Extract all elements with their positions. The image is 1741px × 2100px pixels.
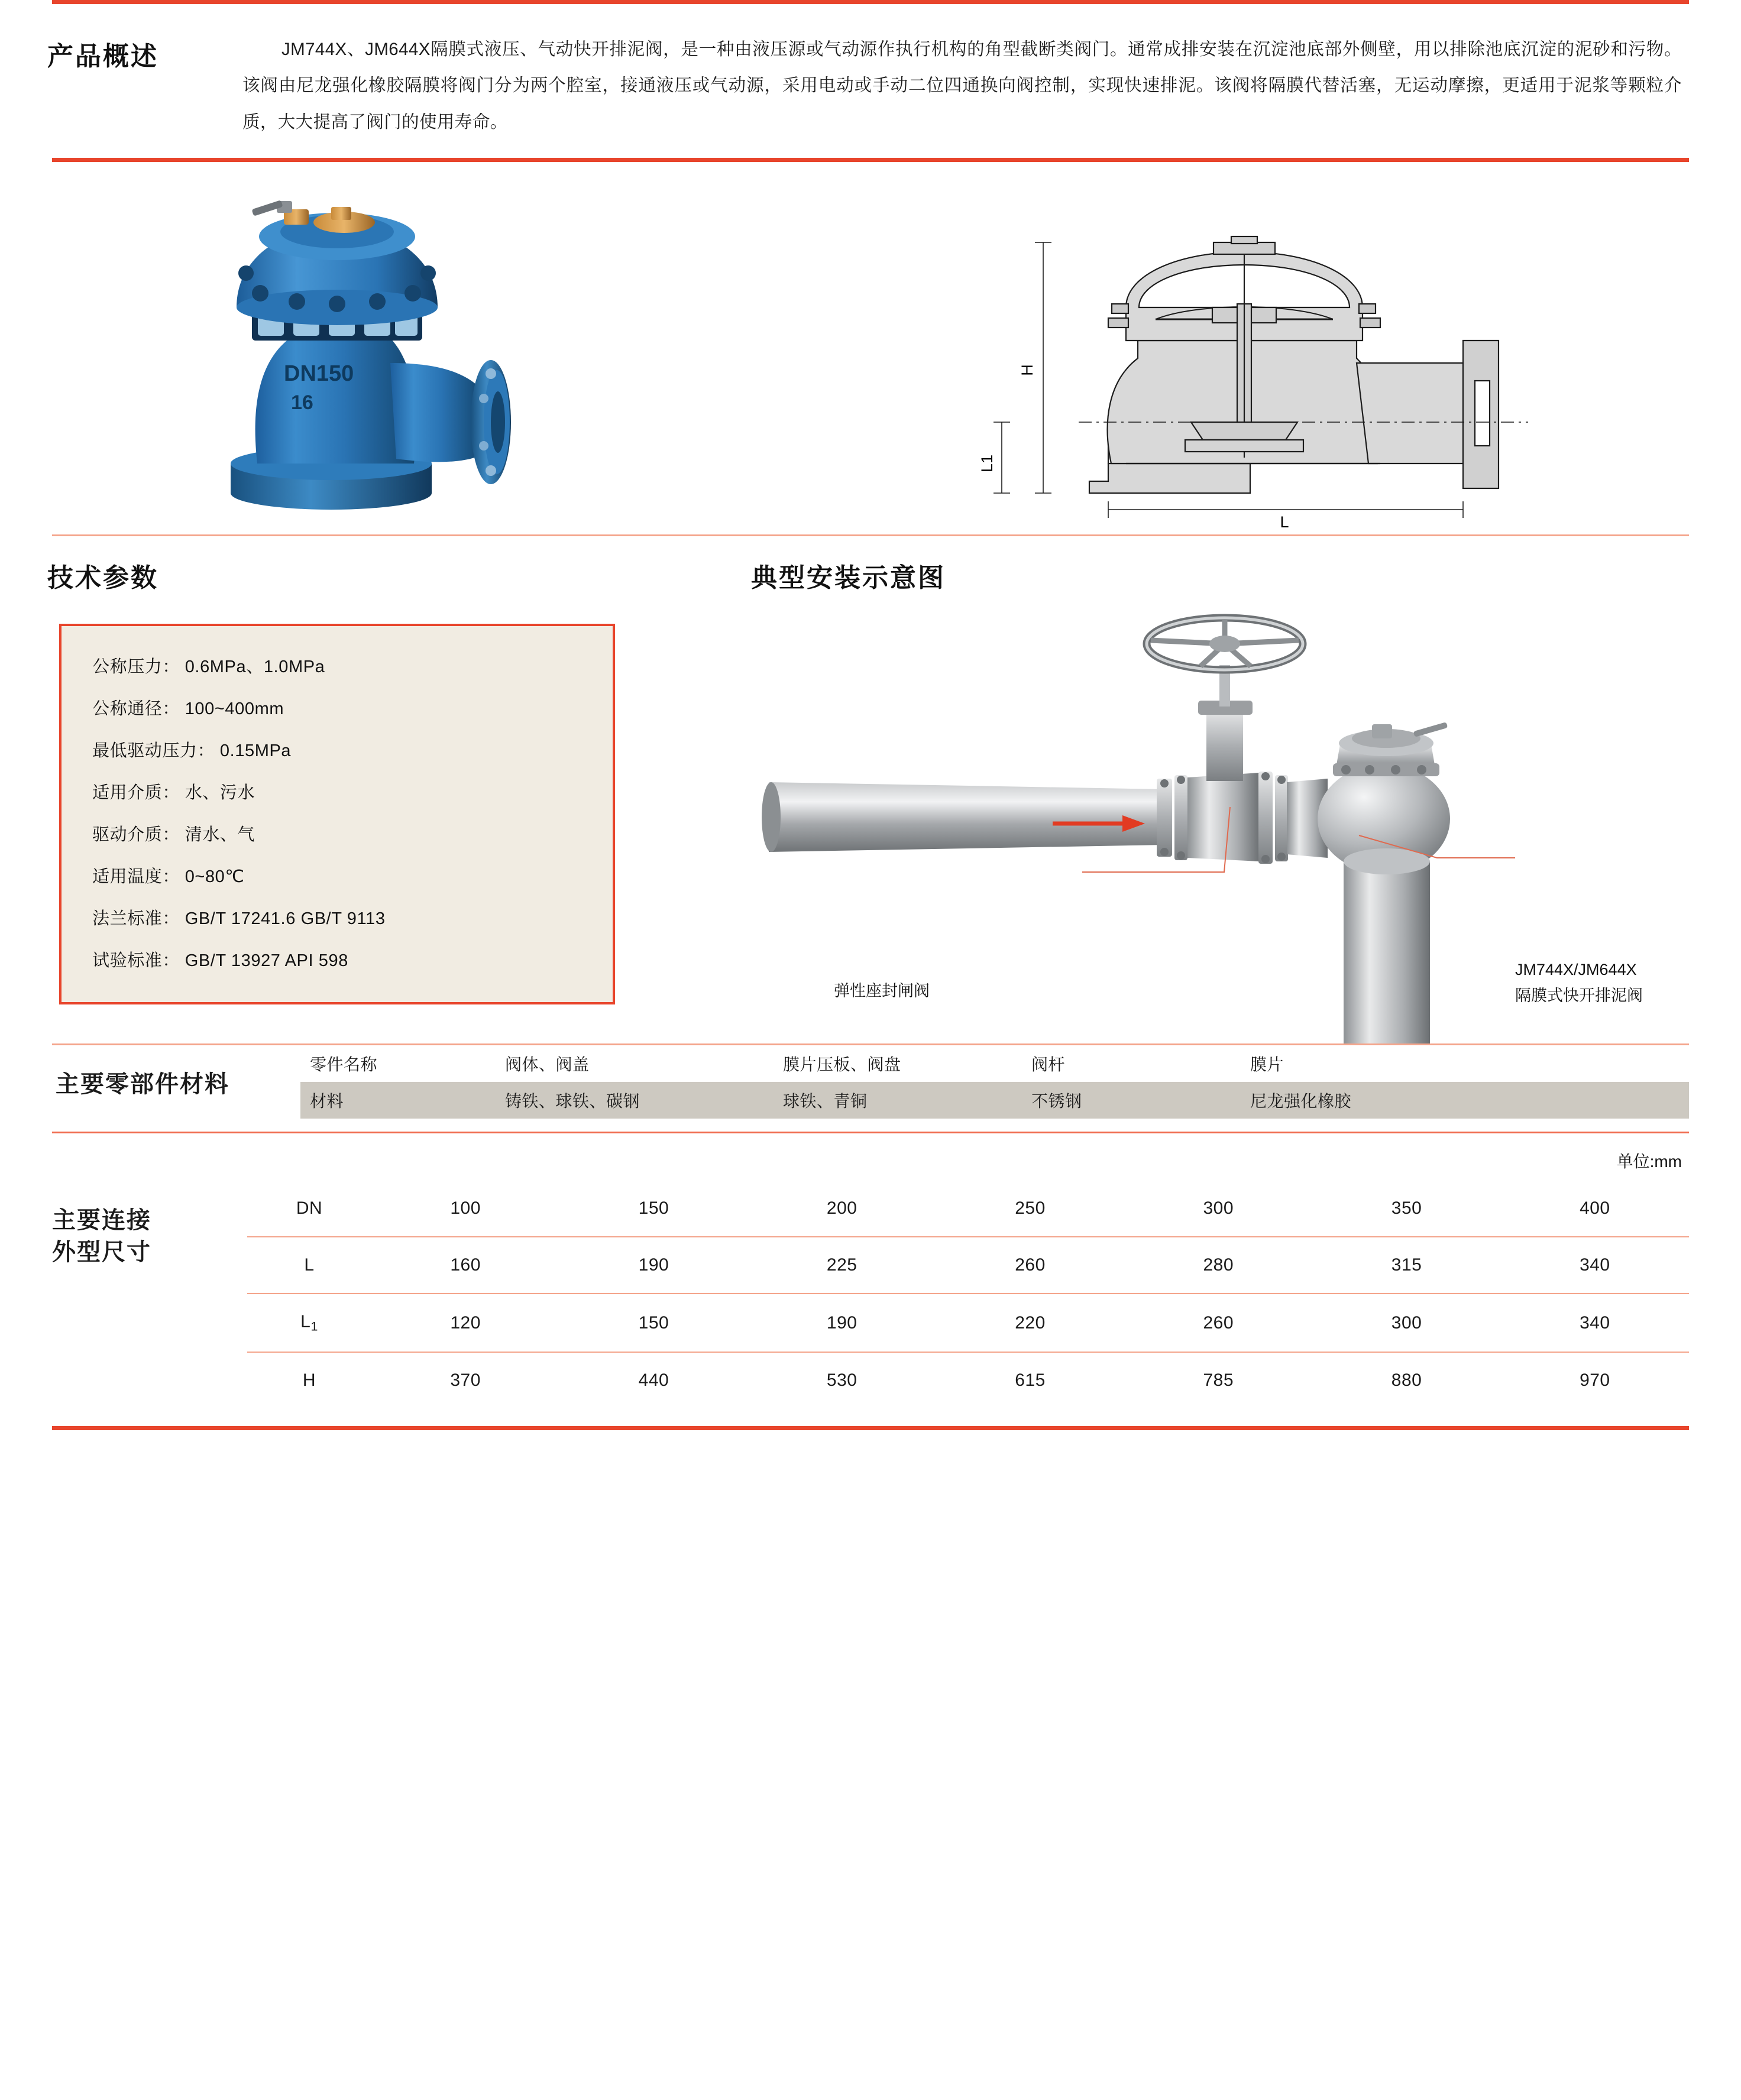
dim-cell: 225 <box>748 1237 936 1294</box>
material-cell: 不锈钢 <box>1022 1082 1241 1119</box>
dim-cell: 150 <box>559 1181 747 1237</box>
param-value: 100~400mm <box>185 699 284 719</box>
dim-row-head: L <box>247 1237 371 1294</box>
dim-cell: 440 <box>638 1370 669 1391</box>
overview-title: 产品概述 <box>47 42 158 71</box>
product-overview-section <box>0 4 1741 158</box>
param-row <box>92 940 582 982</box>
materials-table <box>300 1045 1689 1119</box>
dimensions-table <box>247 1181 1689 1408</box>
param-row <box>92 814 582 856</box>
param-value: 0~80℃ <box>185 867 245 886</box>
materials-title: 主要零部件材料 <box>56 1071 229 1097</box>
dim-cell: 370 <box>450 1370 481 1391</box>
dim-cell: 785 <box>1203 1370 1234 1391</box>
dim-cell: 300 <box>1124 1181 1312 1237</box>
dim-cell: 260 <box>936 1237 1124 1294</box>
table-row <box>247 1352 1689 1408</box>
material-cell: 阀杆 <box>1022 1045 1241 1082</box>
param-label: 法兰标准： <box>92 909 180 928</box>
overview-bottom-divider <box>52 158 1689 162</box>
dim-cell: 400 <box>1501 1181 1689 1237</box>
valve-section-drawing <box>895 186 1741 532</box>
param-row <box>92 688 582 730</box>
material-cell: 铸铁、球铁、碳钢 <box>496 1082 774 1119</box>
param-row <box>92 898 582 940</box>
dimension-label-l1: L1 <box>978 455 996 473</box>
material-cell: 材料 <box>300 1082 496 1119</box>
dim-row-head: $L_1$ <box>247 1294 371 1352</box>
tech-params-block <box>0 556 710 1043</box>
installation-title: 典型安装示意图 <box>751 563 946 593</box>
middle-section <box>0 536 1741 1043</box>
callout-valve-line1: JM744X/JM644X <box>1515 961 1637 979</box>
param-label: 驱动介质： <box>92 825 180 844</box>
figures-section <box>0 162 1741 534</box>
dimensions-title-line1: 主要连接 <box>52 1207 151 1234</box>
param-row <box>92 646 582 688</box>
param-value: 0.15MPa <box>219 741 292 760</box>
dim-cell: 160 <box>371 1237 559 1294</box>
table-row <box>247 1181 1689 1237</box>
tech-params-box <box>59 624 615 1004</box>
dim-cell: 120 <box>371 1294 559 1352</box>
dim-cell: 970 <box>1580 1370 1610 1391</box>
param-value: GB/T 13927 API 598 <box>185 951 348 970</box>
param-row <box>92 772 582 814</box>
dimensions-title <box>52 1181 247 1408</box>
materials-section <box>52 1045 1689 1119</box>
dimension-label-l: L <box>1280 513 1289 532</box>
dim-row-head: H <box>302 1370 316 1391</box>
dim-cell: 150 <box>559 1294 747 1352</box>
table-row <box>300 1082 1689 1119</box>
photo-body-text-2: 16 <box>291 391 313 414</box>
param-label: 适用温度： <box>92 867 180 886</box>
material-cell: 膜片 <box>1241 1045 1689 1082</box>
dim-cell: 100 <box>371 1181 559 1237</box>
param-value: 清水、气 <box>185 825 255 844</box>
photo-body-text: DN150 <box>284 361 354 387</box>
param-value: 0.6MPa、1.0MPa <box>185 657 325 677</box>
dim-cell: 190 <box>559 1237 747 1294</box>
material-cell: 球铁、青铜 <box>774 1082 1022 1119</box>
dimension-label-h: H <box>1018 364 1036 376</box>
material-cell: 零件名称 <box>300 1045 496 1082</box>
material-cell: 阀体、阀盖 <box>496 1045 774 1082</box>
param-row <box>92 730 582 772</box>
callout-valve-line2: 隔膜式快开排泥阀 <box>1515 987 1643 1005</box>
dim-cell: 280 <box>1124 1237 1312 1294</box>
param-label: 试验标准： <box>92 951 180 970</box>
dim-cell: 340 <box>1501 1294 1689 1352</box>
param-value: 水、污水 <box>185 783 255 802</box>
dim-row-head-subscript: 1 <box>310 1318 318 1334</box>
material-cell: 尼龙强化橡胶 <box>1241 1082 1689 1119</box>
installation-block <box>710 556 1741 1043</box>
dim-cell: 200 <box>748 1181 936 1237</box>
param-row <box>92 856 582 898</box>
overview-text: JM744X、JM644X隔膜式液压、气动快开排泥阀，是一种由液压源或气动源作执行机构的角型截断类阀门。通常成排安装在沉淀池底部外侧壁，用以排除池底沉淀的泥砂和污物。该阀由尼龙强化橡胶隔膜将阀门分为两个腔室，接通液压或气动源，采用电动或手动二位四通换向阀控制，实现快速排泥。该阀将隔膜代替活塞，无运动摩擦，更适用于泥浆等颗粒介质，大大提高了阀门的使用寿命。 <box>242 40 1682 132</box>
tech-params-title: 技术参数 <box>47 563 158 593</box>
bottom-divider <box>52 1426 1689 1430</box>
param-label: 公称通径： <box>92 699 180 719</box>
param-label: 最低驱动压力： <box>92 741 215 760</box>
unit-note: 单位:mm <box>1616 1152 1682 1171</box>
callout-gate-valve: 弹性座封闸阀 <box>834 982 930 1000</box>
dimensions-section <box>52 1181 1689 1408</box>
table-row <box>247 1294 1689 1352</box>
dim-cell: 260 <box>1124 1294 1312 1352</box>
table-row <box>300 1045 1689 1082</box>
dim-cell: 220 <box>936 1294 1124 1352</box>
param-label: 适用介质： <box>92 783 180 802</box>
dim-cell: 340 <box>1501 1237 1689 1294</box>
dim-cell: 250 <box>936 1181 1124 1237</box>
dim-cell: 530 <box>826 1370 857 1391</box>
dim-cell: 350 <box>1312 1181 1500 1237</box>
material-cell: 膜片压板、阀盘 <box>774 1045 1022 1082</box>
dimensions-title-line2: 外型尺寸 <box>52 1239 151 1266</box>
dim-cell: 315 <box>1312 1237 1500 1294</box>
param-value: GB/T 17241.6 GB/T 9113 <box>185 909 386 928</box>
valve-photo <box>0 186 787 517</box>
dim-cell: 615 <box>1015 1370 1046 1391</box>
top-divider <box>52 0 1689 4</box>
param-label: 公称压力： <box>92 657 180 677</box>
dim-cell: 880 <box>1391 1370 1422 1391</box>
dim-row-head: DN <box>247 1181 371 1237</box>
dim-cell: 190 <box>748 1294 936 1352</box>
table-row <box>247 1237 1689 1294</box>
dim-cell: 300 <box>1312 1294 1500 1352</box>
